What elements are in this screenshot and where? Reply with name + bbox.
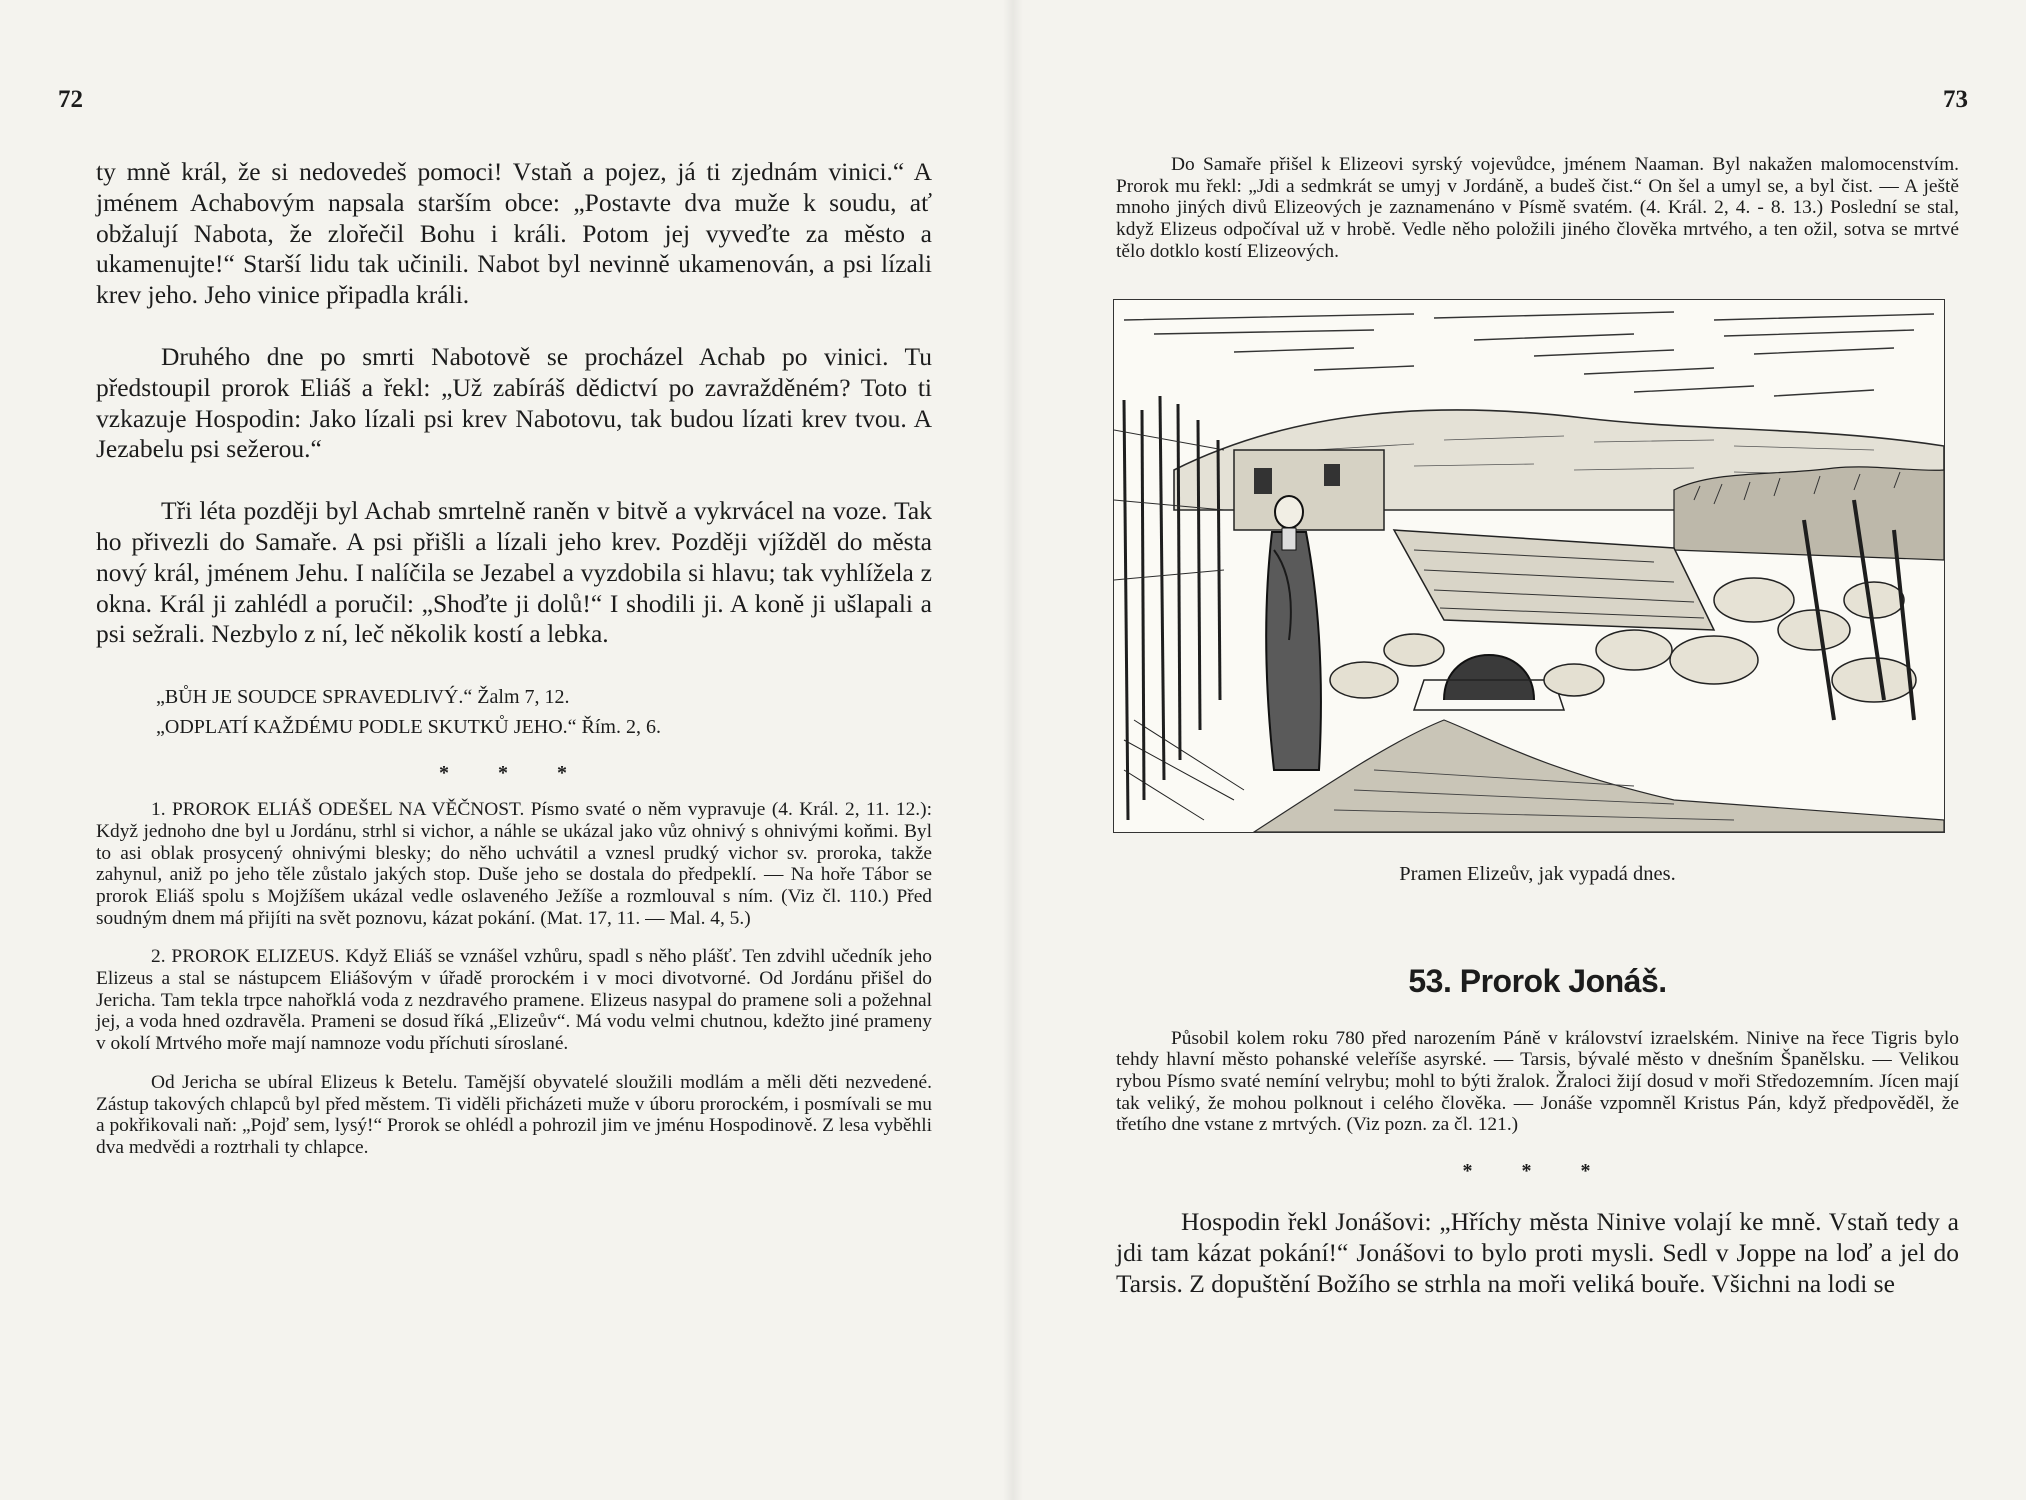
scripture-quote-2: „ODPLATÍ KAŽDÉMU PODLE SKUTKŮ JEHO.“ Řím. 2, 6. [156, 716, 661, 739]
note-paragraph-3: Od Jericha se ubíral Elizeus k Betelu. Tamější obyvatelé sloužili modlám a měli děti nezvedené. Zástup takových chlapců byl před městem. Ti viděli přicházeti muže v úboru prorockém, i posmívali se mu a pokřikovali naň: „Pojď sem, lysý!“ Prorok se ohlédl a pohrozil jim ve jménu Hospodinově. Z lesa vyběhli dva medvědi a roztrhali ty chlapce. [96, 1071, 932, 1158]
chapter-intro-note: Působil kolem roku 780 před narozením Páně v království izraelském. Ninive na řece Tigris bylo tehdy hlavní město pohanské veleříše asyrské. — Tarsis, bývalé město v dnešním Španělsku. — Velikou rybou Písmo svaté nemíní velrybu; mohl to býti žralok. Žraloci žijí dosud v moři Středozemním. Jícen mají tak veliký, že mohou polknout i celého člověka. — Jonáše vzpomněl Kristus Pán, když předpověděl, že třetího dne vstane z mrtvých. (Viz pozn. za čl. 121.) [1116, 1027, 1959, 1136]
right-page [1013, 0, 2026, 1500]
scripture-quote-1: „BŮH JE SOUDCE SPRAVEDLIVÝ.“ Žalm 7, 12. [156, 686, 570, 709]
right-column [1116, 154, 1959, 1299]
note-paragraph-naaman: Do Samaře přišel k Elizeovi syrský vojevůdce, jménem Naaman. Byl nakažen malomocenstvím. Prorok mu řekl: „Jdi a sedmkrát se umyj v Jordáně, a budeš čist.“ On šel a umyl se, a byl čist. — A ještě mnoho jiných divů Elizeových je zaznamenáno v Písmě svatém. (4. Král. 2, 4. - 8. 13.) Poslední se stal, když Elizeus odpočíval už v hrobě. Vedle něho položili jiného člověka mrtvého, a ten ožil, sotva se mrtvé tělo dotklo kostí Elizeových. [1116, 154, 1959, 262]
chapter-heading: 53. Prorok Jonáš. [1408, 962, 1667, 999]
story-paragraph-3: Tři léta později byl Achab smrtelně raněn v bitvě a vykrvácel na voze. Tak ho přivezli do Samaře. A psi přišli a lízali jeho krev. Později vjížděl do města nový král, jménem Jehu. I nalíčila se Jezabel a vyzdobila si hlavu; tak vyhlížela z okna. Král ji zahlédl a poručil: „Shoďte ji dolů!“ I shodili ji. A koně ji ušlapali a psi sežrali. Nezbylo z ní, leč několik kostí a lebka. [96, 496, 932, 649]
left-column [96, 157, 932, 1159]
note-paragraph-2: 2. PROROK ELIZEUS. Když Eliáš se vznášel vzhůru, spadl s něho plášť. Ten zdvihl učedník jeho Elizeus a stal se nástupcem Eliášovým v úřadě prorockém i v moci divotvorné. Od Jordánu přišel do Jericha. Tam tekla trpce nahořklá voda z nezdravého pramene. Elizeus nasypal do pramene soli a požehnal jej, a voda hned ozdravěla. Prameni se dosud říká „Elizeův“. Má vodu velmi chutnou, kdežto jiné prameny v okolí Mrtvého moře mají namnoze vodu příchuti síroslané. [96, 946, 932, 1055]
section-divider-stars: * * * [439, 762, 589, 785]
illustration-caption: Pramen Elizeův, jak vypadá dnes. [1399, 862, 1676, 885]
story-paragraph-1: ty mně král, že si nedovedeš pomoci! Vstaň a pojez, já ti zjednám vinici.“ A jménem Achabovým napsala starším obce: „Postavte dva muže k soudu, ať obžalují Nabota, že zlořečil Bohu i králi. Potom jej vyveďte za město a ukamenujte!“ Starší lidu tak učinili. Nabot byl nevinně ukamenován, a psi lízali krev jeho. Jeho vinice připadla králi. [96, 157, 932, 310]
spring-engraving-drawing [1114, 300, 1944, 832]
section-divider-stars-right: * * * [1462, 1160, 1613, 1183]
page-number-right: 73 [1943, 86, 1968, 113]
note-paragraph-1: 1. PROROK ELIÁŠ ODEŠEL NA VĚČNOST. Písmo svaté o něm vypravuje (4. Král. 2, 11. 12.): Když jednoho dne byl u Jordánu, strhl si vichor, a náhle se ukázal jako vůz ohnivý s ohnivými koňmi. Byl to asi oblak prosycený ohnivými blesky; do něho uchvátil a vznesl prudký vichor sv. proroka, takže zahynul, aniž po jeho těle zůstalo jakých stop. Duše jeho se dostala do předpeklí. — Na hoře Tábor se prorok Eliáš spolu s Mojžíšem ukázal vedle oslaveného Ježíše a rozmlouval s ním. (Viz čl. 110.) Před soudným dnem má přijíti na svět poznovu, kázat pokání. (Mat. 17, 11. — Mal. 4, 5.) [96, 799, 932, 929]
story-paragraph-2: Druhého dne po smrti Nabotově se procházel Achab po vinici. Tu předstoupil prorok Eliáš a řekl: „Už zabíráš dědictví po zavražděném? Toto ti vzkazuje Hospodin: Jako lízali psi krev Nabotovu, tak budou lízati krev tvou. A Jezabelu psi sežerou.“ [96, 341, 932, 464]
page-number-left: 72 [58, 86, 83, 113]
scripture-quotes [156, 682, 932, 742]
story-paragraph-jonah: Hospodin řekl Jonášovi: „Hříchy města Ninive volají ke mně. Vstaň tedy a jdi tam kázat pokání!“ Jonášovi to bylo proti mysli. Sedl v Joppe na loď a jel do Tarsis. Z dopuštění Božího se strhla na moři veliká bouře. Všichni na lodi se [1116, 1207, 1959, 1298]
illustration-spring-of-elisha [1113, 299, 1945, 833]
